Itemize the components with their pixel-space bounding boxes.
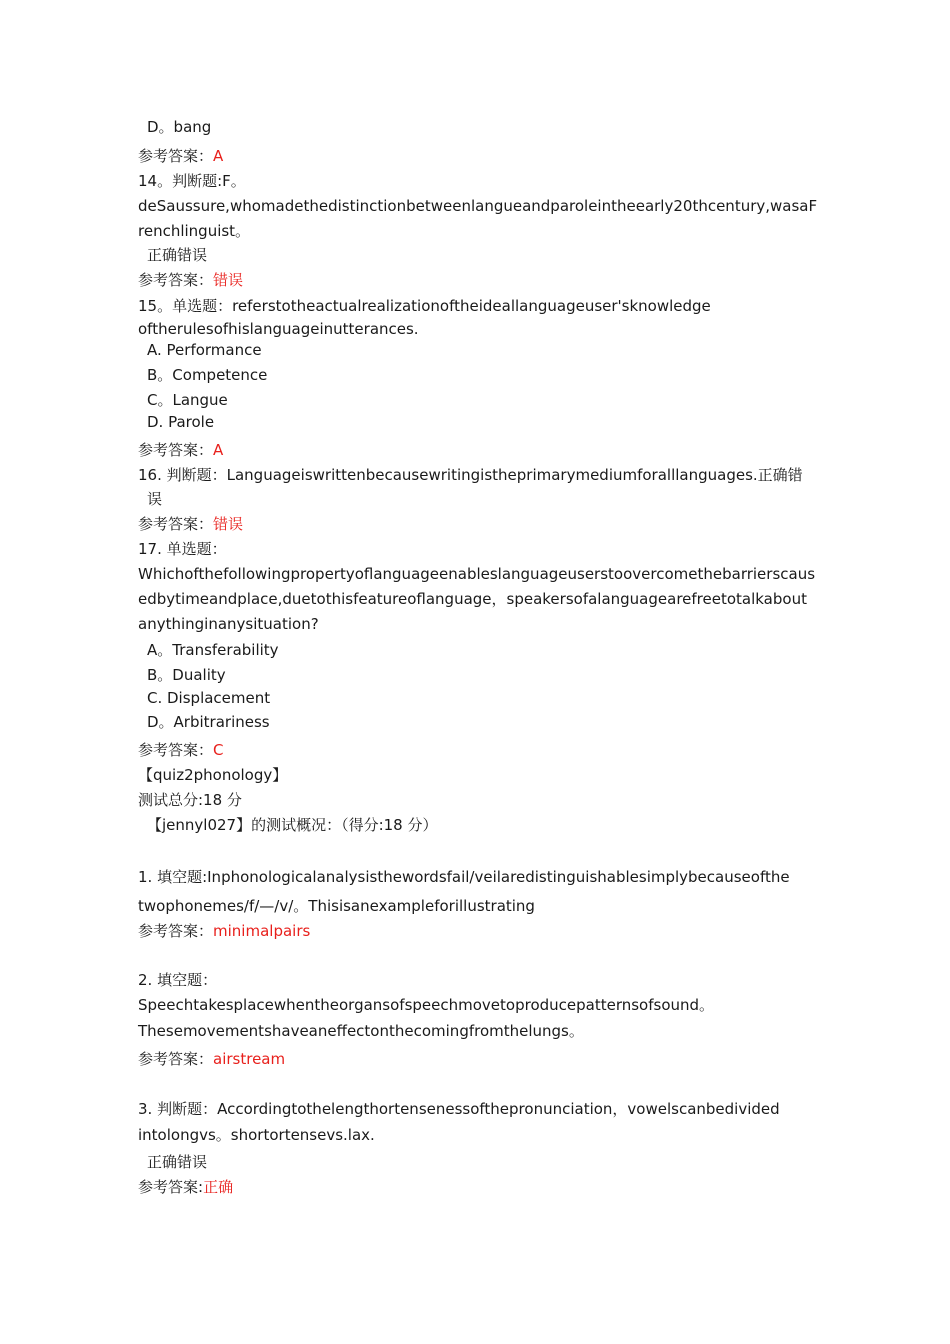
- answer-label: 参考答案:: [138, 1178, 204, 1196]
- line-38: intolongvs。shortortensevs.lax.: [138, 1126, 375, 1144]
- answer-value: C: [213, 741, 224, 759]
- option-c: C. Displacement: [147, 689, 271, 707]
- answer-value: A: [213, 441, 224, 459]
- answer-line-16: [138, 514, 243, 534]
- option-a: A。Transferability: [147, 641, 279, 659]
- phonology-question-1: 1. 填空题:Inphonologicalanalysisthewordsfail/veilaredistinguishablesimplybecauseofthe: [138, 868, 790, 886]
- phonology-question-2: 2. 填空题：: [138, 971, 218, 989]
- line-35: Thesemovementshaveaneffectonthecomingfromthelungs。: [138, 1022, 584, 1040]
- true-false-options: 正确错误: [147, 1153, 208, 1171]
- option-c: C。Langue: [147, 391, 228, 409]
- line-5: renchlinguist。: [138, 222, 251, 240]
- total-score: 测试总分:18 分: [138, 791, 242, 809]
- answer-label: 参考答案：: [138, 1050, 214, 1068]
- line-16: 误: [147, 490, 163, 508]
- answer-label: 参考答案：: [138, 441, 214, 459]
- option-a: A. Performance: [147, 341, 262, 359]
- line-1: D。bang: [147, 118, 212, 136]
- answer-value: airstream: [213, 1050, 286, 1068]
- quiz-title: 【quiz2phonology】: [138, 766, 288, 784]
- answer-label: 参考答案：: [138, 515, 214, 533]
- line-9: oftherulesofhislanguageinutterances.: [138, 320, 419, 338]
- answer-line-14: [138, 270, 243, 290]
- answer-value: 错误: [213, 515, 244, 533]
- answer-line-15: [138, 440, 223, 460]
- user-summary: 【jennyl027】的测试概况：（得分:18 分）: [147, 816, 438, 834]
- answer-label: 参考答案：: [138, 741, 214, 759]
- line-34: Speechtakesplacewhentheorgansofspeechmovetoproducepatternsofsound。: [138, 996, 715, 1014]
- answer-label: 参考答案：: [138, 271, 214, 289]
- phonology-question-3: 3. 判断题：Accordingtothelengthortensenessofthepronunciation，vowelscanbedivided: [138, 1100, 780, 1118]
- option-b: B。Duality: [147, 666, 226, 684]
- answer-line-p3: [138, 1177, 233, 1197]
- answer-line-p2: [138, 1049, 285, 1069]
- answer-value: minimalpairs: [213, 922, 311, 940]
- answer-value: A: [213, 147, 224, 165]
- answer-line-17: [138, 740, 224, 760]
- question-16: 16. 判断题：Languageiswrittenbecausewritingistheprimarymediumforalllanguages.正确错: [138, 466, 803, 484]
- line-19: Whichofthefollowingpropertyoflanguageenableslanguageuserstoovercomethebarrierscaus: [138, 565, 816, 583]
- answer-label: 参考答案：: [138, 147, 214, 165]
- answer-value: 错误: [213, 271, 244, 289]
- option-d: D。Arbitrariness: [147, 713, 270, 731]
- answer-label: 参考答案：: [138, 922, 214, 940]
- line-31: twophonemes/f/—/v/。Thisisanexampleforillustrating: [138, 897, 535, 915]
- line-4: deSaussure,whomadethedistinctionbetweenlangueandparoleintheearly20thcentury,wasaF: [138, 197, 818, 215]
- option-d: D. Parole: [147, 413, 215, 431]
- true-false-options: 正确错误: [147, 246, 208, 264]
- option-b: B。Competence: [147, 366, 268, 384]
- line-21: anythinginanysituation?: [138, 615, 319, 633]
- line-20: edbytimeandplace,duetothisfeatureoflanguage，speakersofalanguagearefreetotalkabout: [138, 590, 807, 608]
- answer-value: 正确: [203, 1178, 234, 1196]
- question-15: 15。单选题：referstotheactualrealizationoftheideallanguageuser'sknowledge: [138, 297, 711, 315]
- question-17: 17. 单选题：: [138, 540, 227, 558]
- answer-line-p1: [138, 921, 310, 941]
- answer-line-13: [138, 146, 223, 166]
- question-14: 14。判断题:F。: [138, 172, 246, 190]
